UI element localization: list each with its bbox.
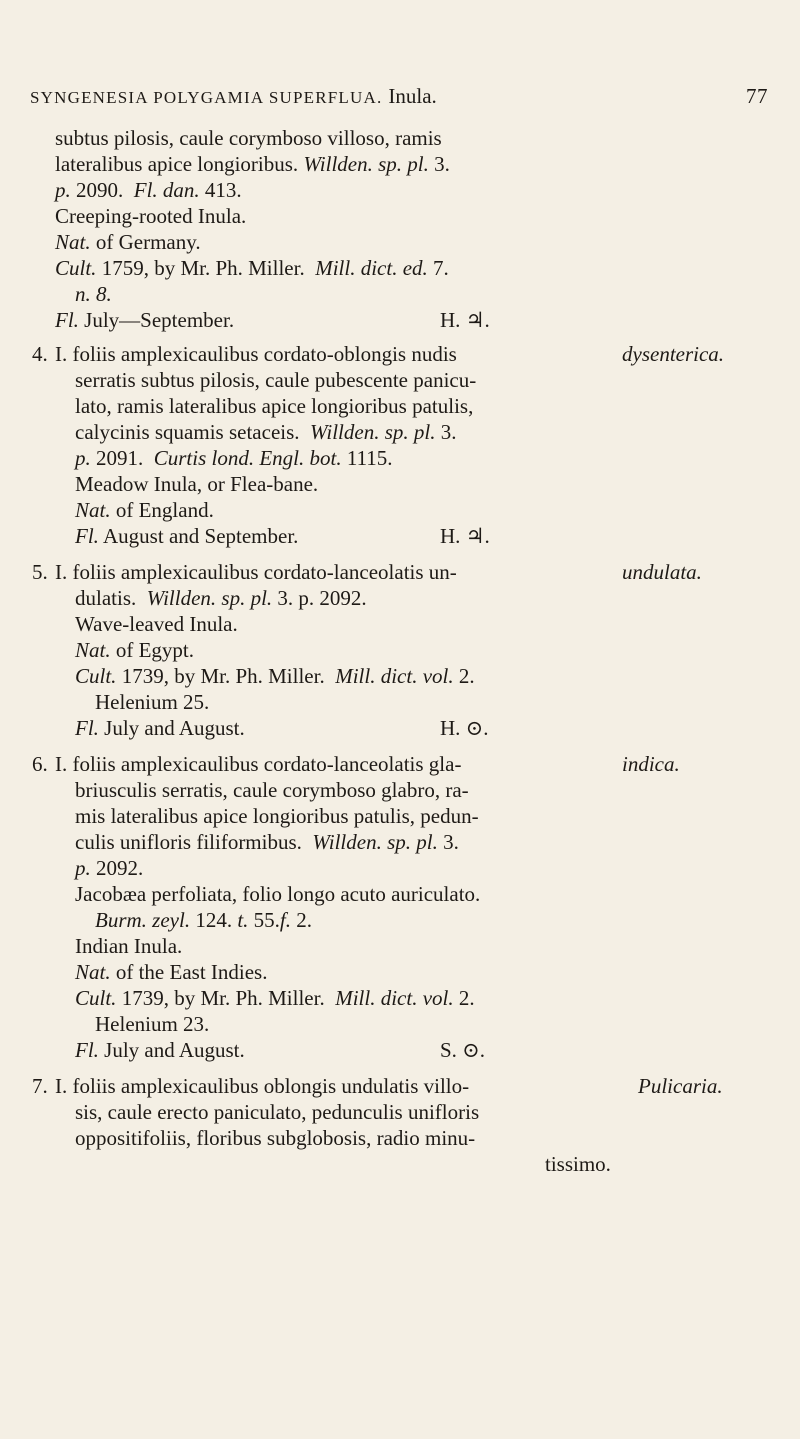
diagnosis-line: briusculis serratis, caule corymboso glabro, ra- bbox=[75, 778, 469, 802]
flowering: Fl. July and August. bbox=[75, 1038, 245, 1062]
common-name: Meadow Inula, or Flea-bane. bbox=[75, 472, 319, 496]
diagnosis-line: serratis subtus pilosis, caule pubescente panicu- bbox=[75, 368, 477, 392]
entry-3-line-3: p. 2090. Fl. dan. 413. bbox=[55, 178, 242, 202]
native: Nat. of England. bbox=[75, 498, 214, 522]
diagnosis-line: I. foliis amplexicaulibus cordato-lanceolatis un- bbox=[55, 560, 457, 584]
synonym-line: Jacobæa perfoliata, folio longo acuto auriculato. bbox=[75, 882, 481, 906]
entry-3-cultivation-2: n. 8. bbox=[75, 282, 112, 306]
entry-3-native: Nat. of Germany. bbox=[55, 230, 201, 254]
diagnosis-line: I. foliis amplexicaulibus cordato-oblongis nudis bbox=[55, 342, 457, 366]
entry-number: 5. bbox=[32, 560, 48, 584]
synonym-ref: Burm. zeyl. 124. t. 55.f. 2. bbox=[95, 908, 313, 932]
entry-number: 7. bbox=[32, 1074, 48, 1098]
diagnosis-line: p. 2092. bbox=[75, 856, 144, 880]
running-genus: Inula. bbox=[388, 84, 437, 108]
diagnosis-line: calycinis squamis setaceis. Willden. sp. pl. 3. bbox=[75, 420, 457, 444]
entry-3-line-1: subtus pilosis, caule corymboso villoso, ramis bbox=[55, 126, 442, 150]
diagnosis-line: dulatis. Willden. sp. pl. 3. p. 2092. bbox=[75, 586, 367, 610]
species-name: dysenterica. bbox=[622, 342, 725, 366]
entry-3-duration: H. ♃. bbox=[440, 308, 490, 332]
cultivation-2: Helenium 23. bbox=[95, 1012, 210, 1036]
entry-number: 4. bbox=[32, 342, 48, 366]
diagnosis-line: oppositifoliis, floribus subglobosis, radio minu- bbox=[75, 1126, 476, 1150]
species-name: Pulicaria. bbox=[638, 1074, 723, 1098]
entry-3-flowering: Fl. July—September. bbox=[55, 308, 235, 332]
diagnosis-line: mis lateralibus apice longioribus patulis, pedun- bbox=[75, 804, 479, 828]
duration: S. ⊙. bbox=[440, 1038, 486, 1062]
flowering: Fl. July and August. bbox=[75, 716, 245, 740]
cultivation: Cult. 1739, by Mr. Ph. Miller. Mill. dict. vol. 2. bbox=[75, 986, 475, 1010]
entry-3-line-2: lateralibus apice longioribus. Willden. sp. pl. 3. bbox=[55, 152, 450, 176]
cultivation: Cult. 1739, by Mr. Ph. Miller. Mill. dict. vol. 2. bbox=[75, 664, 475, 688]
native: Nat. of Egypt. bbox=[75, 638, 194, 662]
duration: H. ♃. bbox=[440, 524, 490, 548]
common-name: Wave-leaved Inula. bbox=[75, 612, 238, 636]
common-name: Indian Inula. bbox=[75, 934, 183, 958]
diagnosis-line: I. foliis amplexicaulibus oblongis undulatis villo- bbox=[55, 1074, 470, 1098]
flowering: Fl. August and September. bbox=[75, 524, 299, 548]
species-name: undulata. bbox=[622, 560, 702, 584]
entry-3-common-name: Creeping-rooted Inula. bbox=[55, 204, 247, 228]
diagnosis-line: sis, caule erecto paniculato, pedunculis unifloris bbox=[75, 1100, 480, 1124]
duration: H. ⊙. bbox=[440, 716, 489, 740]
running-head bbox=[30, 84, 768, 114]
diagnosis-line: p. 2091. Curtis lond. Engl. bot. 1115. bbox=[75, 446, 393, 470]
species-name: indica. bbox=[622, 752, 680, 776]
page-number: 77 bbox=[746, 84, 768, 108]
native: Nat. of the East Indies. bbox=[75, 960, 268, 984]
running-title: SYNGENESIA POLYGAMIA SUPERFLUA. Inula. bbox=[30, 84, 437, 108]
entry-3-cultivation: Cult. 1759, by Mr. Ph. Miller. Mill. dict. ed. 7. bbox=[55, 256, 449, 280]
cultivation-2: Helenium 25. bbox=[95, 690, 210, 714]
diagnosis-line: lato, ramis lateralibus apice longioribus patulis, bbox=[75, 394, 474, 418]
diagnosis-line: culis unifloris filiformibus. Willden. sp. pl. 3. bbox=[75, 830, 459, 854]
diagnosis-line: I. foliis amplexicaulibus cordato-lanceolatis gla- bbox=[55, 752, 462, 776]
entry-number: 6. bbox=[32, 752, 48, 776]
diagnosis-line: tissimo. bbox=[545, 1152, 611, 1176]
